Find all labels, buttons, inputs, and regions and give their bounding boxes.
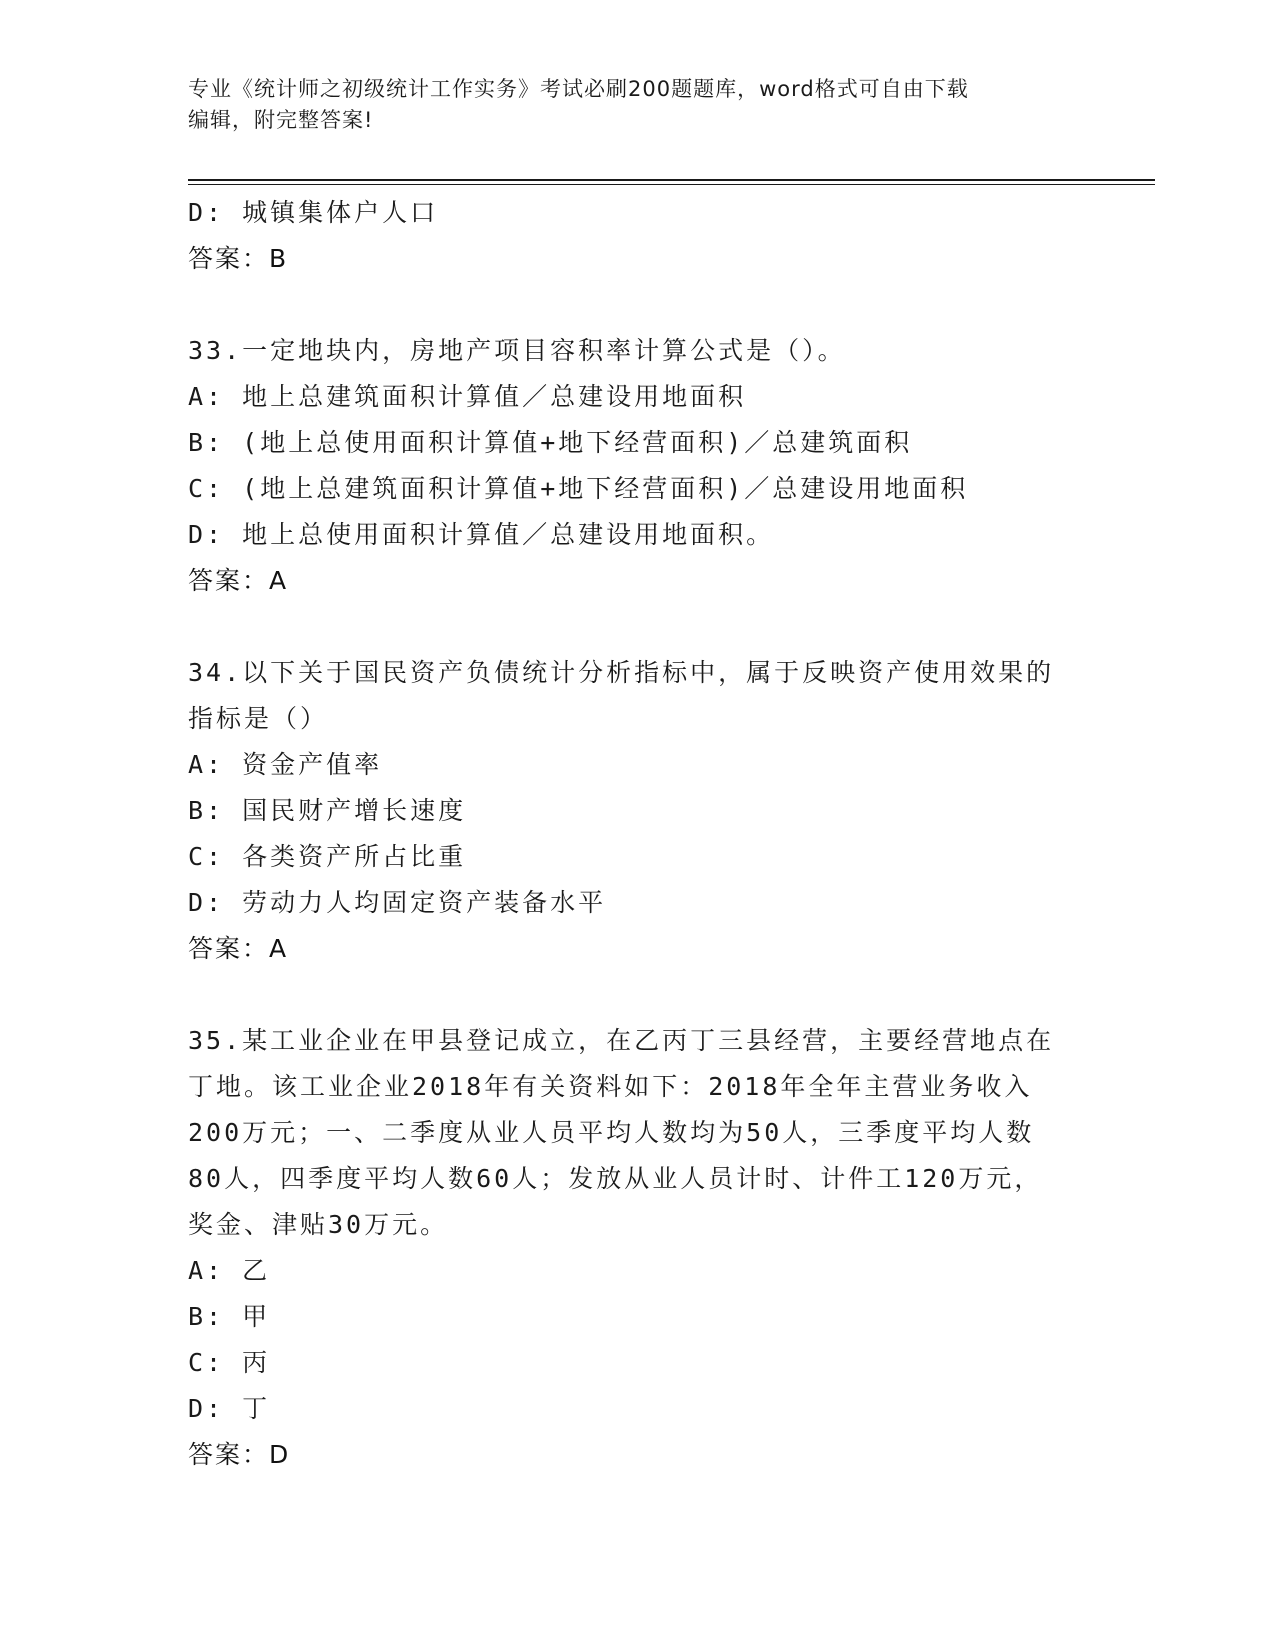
answer-line: 答案：D [188,1440,291,1469]
option-c: C: 各类资产所占比重 [188,842,467,871]
page-header [188,74,1088,136]
header-line-1: 专业《统计师之初级统计工作实务》考试必刷200题题库，word格式可自由下载 [188,77,969,101]
question-35 [188,1018,1088,1478]
question-stem: 33.一定地块内，房地产项目容积率计算公式是（）。 [188,336,846,365]
option-a: A: 地上总建筑面积计算值／总建设用地面积 [188,382,747,411]
answer-line: 答案：A [188,566,289,595]
option-d: D: 地上总使用面积计算值／总建设用地面积。 [188,520,775,549]
option-d: D: 丁 [188,1394,271,1423]
question-stem-line-1: 34.以下关于国民资产负债统计分析指标中，属于反映资产使用效果的 [188,658,1055,687]
document-body [188,190,1088,1478]
prev-question [188,190,1088,282]
option-b: B: (地上总使用面积计算值+地下经营面积)／总建筑面积 [188,428,913,457]
option-c: C: (地上总建筑面积计算值+地下经营面积)／总建设用地面积 [188,474,969,503]
spacer [188,972,1088,1018]
question-stem-line-4: 80人，四季度平均人数60人；发放从业人员计时、计件工120万元， [188,1164,1043,1193]
question-34 [188,650,1088,972]
question-stem-line-5: 奖金、津贴30万元。 [188,1210,449,1239]
question-33 [188,328,1088,604]
header-rule-thin [188,184,1155,185]
option-b: B: 国民财产增长速度 [188,796,467,825]
option-b: B: 甲 [188,1302,271,1331]
option-d: D: 劳动力人均固定资产装备水平 [188,888,607,917]
answer-line: 答案：B [188,244,289,273]
option-c: C: 丙 [188,1348,271,1377]
spacer [188,282,1088,328]
question-stem-line-2: 指标是（） [188,704,329,733]
option-a: A: 乙 [188,1256,271,1285]
option-d: D: 城镇集体户人口 [188,198,439,227]
option-a: A: 资金产值率 [188,750,383,779]
answer-line: 答案：A [188,934,289,963]
question-stem-line-2: 丁地。该工业企业2018年有关资料如下：2018年全年主营业务收入 [188,1072,1033,1101]
header-line-2: 编辑，附完整答案! [188,108,374,132]
question-stem-line-3: 200万元；一、二季度从业人员平均人数均为50人，三季度平均人数 [188,1118,1035,1147]
header-rule-thick [188,179,1155,181]
question-stem-line-1: 35.某工业企业在甲县登记成立，在乙丙丁三县经营，主要经营地点在 [188,1026,1055,1055]
spacer [188,604,1088,650]
